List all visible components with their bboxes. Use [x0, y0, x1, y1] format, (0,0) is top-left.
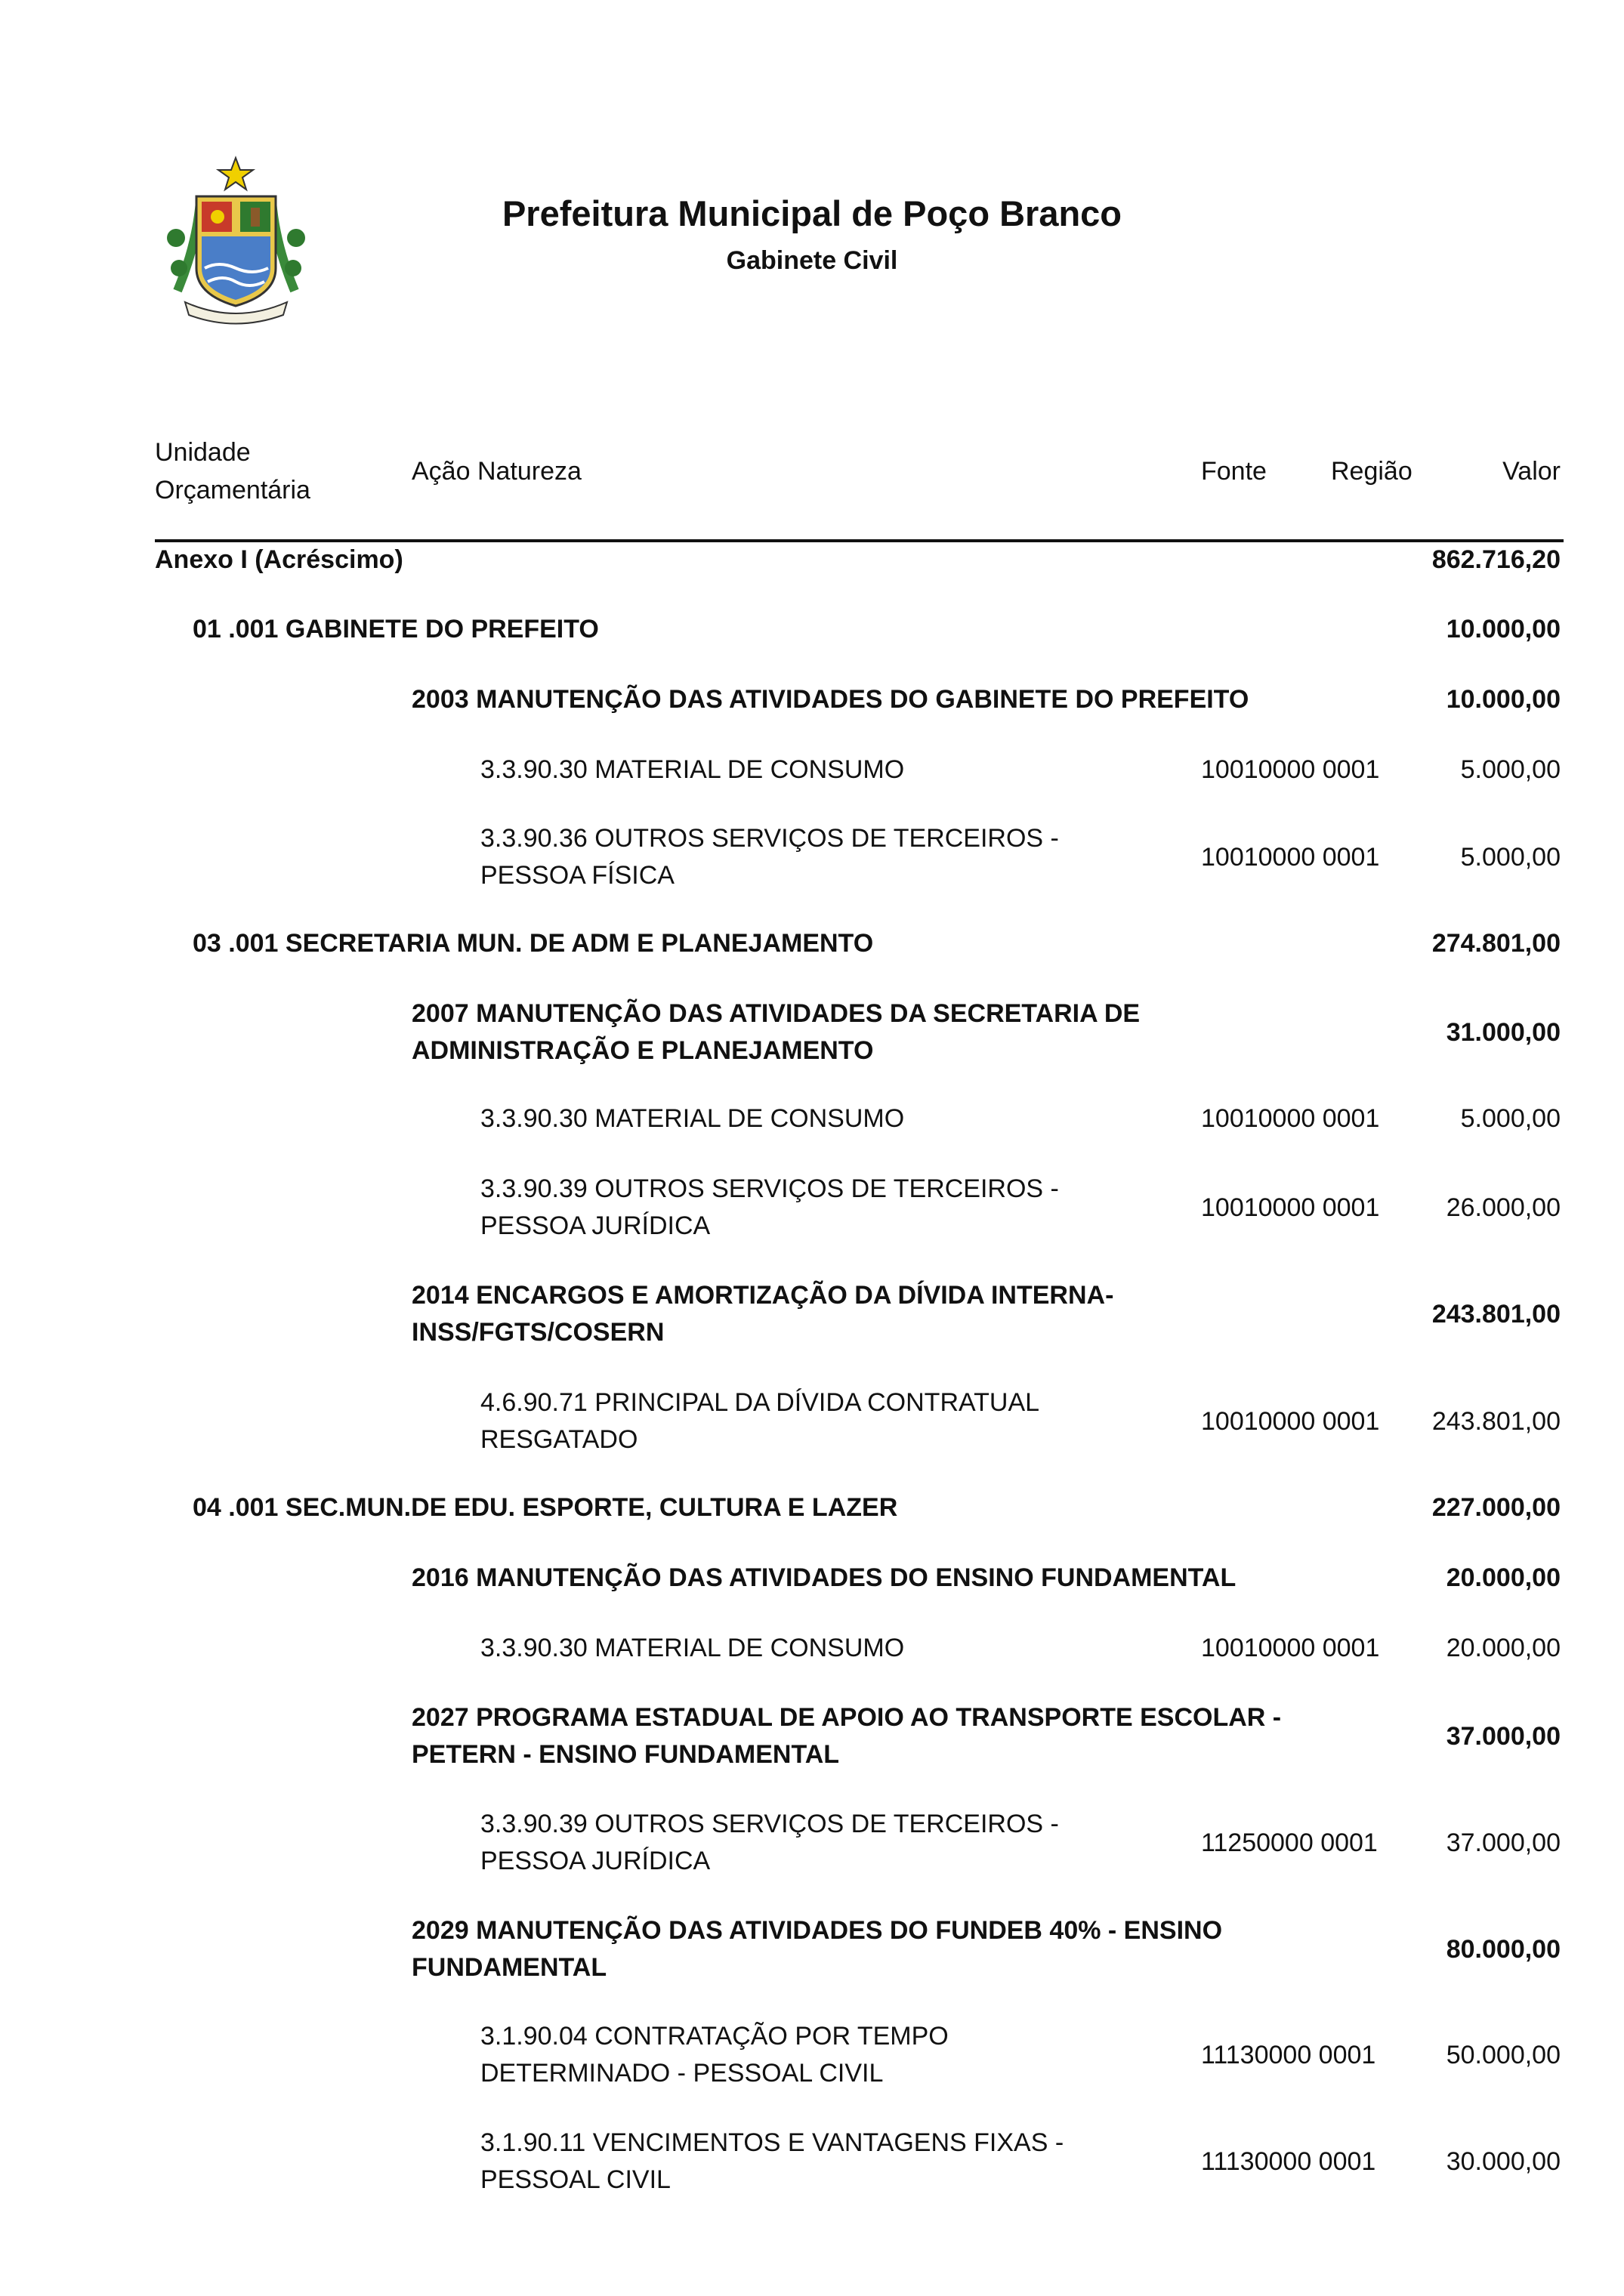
- row-description: [412, 1912, 1303, 1986]
- row-description: [193, 925, 873, 962]
- row-description-line: 3.3.90.30 MATERIAL DE CONSUMO: [480, 1634, 905, 1662]
- row-description-line: PESSOA JURÍDICA: [480, 1847, 711, 1875]
- row-description: [480, 2018, 1160, 2092]
- row-description-line: DETERMINADO - PESSOAL CIVIL: [480, 2059, 884, 2088]
- column-header-unidade: [155, 434, 310, 509]
- column-header-unidade-line1: Unidade: [155, 438, 251, 467]
- row-valor: 20.000,00: [1446, 1563, 1561, 1592]
- row-valor: 243.801,00: [1431, 1406, 1561, 1436]
- row-description: [412, 681, 1303, 718]
- row-description-line: 2029 MANUTENÇÃO DAS ATIVIDADES DO FUNDEB 40% - ENSINO: [412, 1916, 1223, 1945]
- row-description-line: 3.3.90.39 OUTROS SERVIÇOS DE TERCEIROS -: [480, 1810, 1059, 1838]
- row-description-line: 2016 MANUTENÇÃO DAS ATIVIDADES DO ENSINO FUNDAMENTAL: [412, 1563, 1237, 1592]
- row-valor: 20.000,00: [1446, 1634, 1561, 1662]
- row-description: [480, 1630, 1160, 1667]
- row-description: [480, 1806, 1160, 1880]
- row-description: [480, 751, 1160, 788]
- row-valor: 37.000,00: [1446, 1721, 1561, 1751]
- row-description-line: 3.3.90.30 MATERIAL DE CONSUMO: [480, 1104, 905, 1133]
- row-fonte: 11130000 0001: [1201, 2146, 1376, 2176]
- row-valor: 10.000,00: [1446, 685, 1561, 714]
- column-header-unidade-line2: Orçamentária: [155, 476, 310, 505]
- row-description: [480, 1384, 1160, 1458]
- row-fonte: 10010000 0001: [1201, 1634, 1380, 1662]
- row-fonte: 11130000 0001: [1201, 2040, 1376, 2069]
- row-description: [193, 611, 599, 648]
- row-valor: 26.000,00: [1446, 1193, 1561, 1222]
- row-description: [480, 1171, 1160, 1245]
- row-valor: 227.000,00: [1431, 1493, 1561, 1522]
- page-title: Prefeitura Municipal de Poço Branco: [502, 193, 1122, 233]
- row-description: [412, 1277, 1303, 1351]
- row-description-line: PESSOAL CIVIL: [480, 2165, 671, 2194]
- row-description-line: 3.1.90.04 CONTRATAÇÃO POR TEMPO: [480, 2022, 949, 2051]
- row-valor: 50.000,00: [1446, 2040, 1561, 2069]
- row-description-line: 01 .001 GABINETE DO PREFEITO: [193, 615, 599, 643]
- row-description: [480, 2125, 1160, 2199]
- row-description-line: RESGATADO: [480, 1425, 638, 1454]
- row-description-line: INSS/FGTS/COSERN: [412, 1318, 665, 1347]
- row-description-line: 4.6.90.71 PRINCIPAL DA DÍVIDA CONTRATUAL: [480, 1388, 1040, 1417]
- row-fonte: 10010000 0001: [1201, 1104, 1380, 1133]
- row-description-line: 2014 ENCARGOS E AMORTIZAÇÃO DA DÍVIDA INTERNA-: [412, 1281, 1114, 1310]
- row-description-line: 2027 PROGRAMA ESTADUAL DE APOIO AO TRANSPORTE ESCOLAR -: [412, 1703, 1282, 1732]
- row-description: [193, 1489, 897, 1526]
- row-description-line: Anexo I (Acréscimo): [155, 545, 403, 574]
- row-description-line: PESSOA JURÍDICA: [480, 1211, 711, 1240]
- row-description-line: FUNDAMENTAL: [412, 1953, 607, 1982]
- row-description-line: 2007 MANUTENÇÃO DAS ATIVIDADES DA SECRETARIA DE: [412, 999, 1141, 1028]
- row-description-line: 03 .001 SECRETARIA MUN. DE ADM E PLANEJAMENTO: [193, 929, 874, 958]
- row-valor: 31.000,00: [1446, 1017, 1561, 1047]
- column-header-regiao: Região: [1331, 457, 1413, 486]
- row-valor: 80.000,00: [1446, 1934, 1561, 1964]
- row-description: [412, 1560, 1303, 1597]
- row-description-line: 3.1.90.11 VENCIMENTOS E VANTAGENS FIXAS -: [480, 2128, 1064, 2157]
- row-valor: 5.000,00: [1460, 1104, 1561, 1133]
- row-valor: 37.000,00: [1446, 1828, 1561, 1857]
- row-description-line: 3.3.90.36 OUTROS SERVIÇOS DE TERCEIROS -: [480, 824, 1059, 853]
- row-description: [155, 542, 403, 579]
- column-header-fonte: Fonte: [1201, 457, 1267, 486]
- row-description: [412, 1699, 1303, 1773]
- row-fonte: 10010000 0001: [1201, 1193, 1380, 1222]
- row-description-line: PETERN - ENSINO FUNDAMENTAL: [412, 1740, 840, 1769]
- row-fonte: 10010000 0001: [1201, 842, 1380, 872]
- row-description-line: 04 .001 SEC.MUN.DE EDU. ESPORTE, CULTURA E LAZER: [193, 1493, 898, 1522]
- municipal-coat-of-arms-icon: [155, 155, 317, 325]
- row-description: [480, 820, 1160, 894]
- column-header-valor: Valor: [1502, 457, 1561, 486]
- row-description-line: 3.3.90.39 OUTROS SERVIÇOS DE TERCEIROS -: [480, 1174, 1059, 1203]
- row-valor: 5.000,00: [1460, 842, 1561, 872]
- row-valor: 5.000,00: [1460, 755, 1561, 784]
- row-valor: 30.000,00: [1446, 2146, 1561, 2176]
- page-subtitle: Gabinete Civil: [726, 246, 898, 275]
- row-valor: 274.801,00: [1431, 929, 1561, 958]
- row-description: [480, 1100, 1160, 1137]
- row-description-line: 3.3.90.30 MATERIAL DE CONSUMO: [480, 755, 905, 784]
- row-valor: 862.716,20: [1431, 545, 1561, 574]
- row-fonte: 10010000 0001: [1201, 1406, 1380, 1436]
- column-header-acao: Ação Natureza: [412, 457, 582, 486]
- row-description: [412, 995, 1303, 1069]
- row-description-line: 2003 MANUTENÇÃO DAS ATIVIDADES DO GABINETE DO PREFEITO: [412, 685, 1249, 714]
- row-valor: 243.801,00: [1431, 1299, 1561, 1329]
- row-valor: 10.000,00: [1446, 615, 1561, 643]
- row-description-line: ADMINISTRAÇÃO E PLANEJAMENTO: [412, 1036, 874, 1065]
- row-description-line: PESSOA FÍSICA: [480, 861, 675, 890]
- row-fonte: 10010000 0001: [1201, 755, 1380, 784]
- row-fonte: 11250000 0001: [1201, 1828, 1378, 1857]
